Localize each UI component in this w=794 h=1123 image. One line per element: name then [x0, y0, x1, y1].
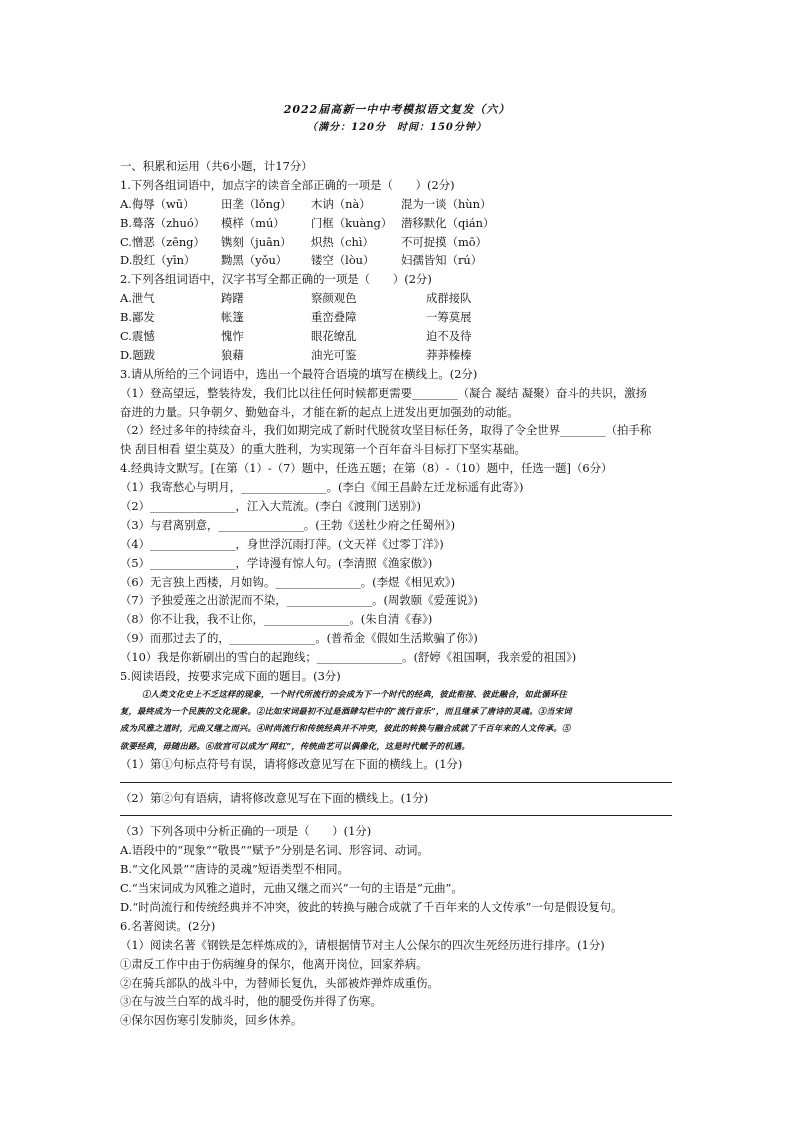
q1-cell: B.蓦落（zhuó） — [120, 215, 206, 230]
q5-passage-line: ①人类文化史上不乏这样的现象，一个时代所流行的会成为下一个时代的经典，彼此衔接、彼此融合，如此循环往 — [142, 688, 567, 699]
q4-line: （8）你不让我，我不让你，_______________。(朱自清《春》) — [120, 612, 433, 627]
q3-line: 奋进的力量。只争朝夕、勤勉奋斗，才能在新的起点上迸发出更加强劲的动能。 — [120, 404, 519, 419]
q2-cell: 眼花缭乱 — [311, 329, 357, 344]
q2-cell: 愧怍 — [221, 329, 244, 344]
q1-cell: D.殷红（yīn） — [120, 253, 196, 268]
q2-cell: 帐篷 — [221, 310, 244, 325]
q4-line: （9）而那过去了的，_______________。(普希金《假如生活欺骗了你》) — [120, 631, 478, 646]
q1-cell: 混为一谈（hùn） — [401, 196, 492, 211]
q6-item: ③在与波兰白军的战斗时，他的腿受伤并得了伤寒。 — [120, 994, 382, 1009]
q2-cell: B.鄙发 — [120, 310, 155, 325]
q5-passage-line: 欲要经典，毋随出路。⑥故宫可以成为“网红”，传统曲艺可以偶像化，这是时代赋予的机遇。 — [120, 740, 470, 751]
q5-option: D.“时尚流行和传统经典并不冲突，彼此的转换与融合成就了千百年来的人文传承”一句是假设复句。 — [120, 900, 623, 915]
q1-cell: 田垄（lǒng） — [221, 196, 292, 211]
q2-option-row — [120, 346, 680, 365]
q4-stem: 4.经典诗文默写。[在第（1）-（7）题中，任选五题；在第（8）-（10）题中，任选一题]（6分） — [120, 461, 613, 476]
q2-option-row — [120, 327, 680, 346]
q1-cell: C.憎恶（zēng） — [120, 234, 205, 249]
q1-cell: 门框（kuàng） — [311, 215, 393, 230]
q5-option: B.“文化风景”“唐诗的灵魂”短语类型不相同。 — [120, 862, 349, 877]
q4-line: （7）予独爱莲之出淤泥而不染，_______________。(周敦颐《爱莲说》) — [120, 593, 478, 608]
q1-option-row — [120, 251, 680, 270]
q1-cell: 妇孺皆知（rú） — [401, 253, 483, 268]
q4-line: （10）我是你新刷出的雪白的起跑线；_______________。(舒婷《祖国啊，我亲爱的祖国》) — [120, 650, 577, 665]
q2-cell: D.题跋 — [120, 347, 156, 362]
q1-cell: 镂空（lòu） — [311, 253, 375, 268]
q2-cell: A.泄气 — [120, 291, 155, 306]
q4-line: （2）_______________，江入大荒流。(李白《渡荆门送别》) — [120, 499, 421, 514]
q2-cell: 踌躇 — [221, 291, 244, 306]
q5-sub3: （3）下列各项中分析正确的一项是（ ）(1分) — [120, 824, 372, 839]
q1-option-row — [120, 233, 680, 252]
q1-cell: 不可捉摸（mō） — [401, 234, 488, 249]
section-heading: 一、积累和运用（共6小题，计17分） — [120, 159, 313, 173]
q4-line: （4）_______________，身世浮沉雨打萍。(文天祥《过零丁洋》) — [120, 536, 444, 551]
q6-item: ②在骑兵部队的战斗中，为替师长复仇，头部被炸弹炸成重伤。 — [120, 975, 439, 990]
q1-option-row — [120, 195, 680, 214]
q3-stem: 3.请从所给的三个词语中，选出一个最符合语境的填写在横线上。(2分) — [120, 366, 478, 381]
exam-subtitle: （满分：120分 时间：150分钟） — [307, 122, 487, 133]
q6-sub1: （1）阅读名著《钢铁是怎样炼成的》，请根据情节对主人公保尔的四次生死经历进行排序。(1分) — [120, 937, 605, 952]
q3-line: （2）经过多年的持续奋斗，我们如期完成了新时代脱贫攻坚目标任务，取得了令全世界________（拍手称 — [120, 423, 652, 438]
q1-cell: A.侮辱（wū） — [120, 196, 195, 211]
q5-passage-line: 成为风雅之道时，元曲又继之而兴。④时尚流行和传统经典并不冲突，彼此的转换与融合成就了千百年来的人文传承。⑤ — [120, 723, 571, 734]
q5-passage-line: 复，最终成为一个民族的文化现象。②比如宋词最初不过是酒肆勾栏中的“流行音乐”，而且继承了唐诗的灵魂。③当宋词 — [120, 706, 572, 717]
q2-cell: 察颜观色 — [311, 291, 357, 306]
q2-option-row — [120, 308, 680, 327]
q2-cell: 成群接队 — [426, 291, 472, 306]
q5-sub2: （2）第②句有语病，请将修改意见写在下面的横线上。(1分) — [120, 790, 429, 805]
q5-stem: 5.阅读语段，按要求完成下面的题目。(3分) — [120, 669, 341, 684]
q6-item: ①肃反工作中由于伤病缠身的保尔，他离开岗位，回家养病。 — [120, 956, 428, 971]
q3-line: 快 刮目相看 望尘莫及）的重大胜利，为实现第一个百年奋斗目标打下坚实基础。 — [120, 442, 526, 457]
q5-option: A.语段中的“现象”“敬畏”“赋予”分别是名词、形容词、动词。 — [120, 843, 429, 858]
q2-cell: 莽莽榛榛 — [426, 347, 472, 362]
q2-stem: 2.下列各组词语中，汉字书写全都正确的一项是（ ）(2分) — [120, 272, 432, 287]
q2-cell: 狼藉 — [221, 347, 244, 362]
q6-stem: 6.名著阅读。(2分) — [120, 918, 216, 933]
answer-line[interactable] — [120, 782, 672, 783]
q1-cell: 镌刻（juān） — [221, 234, 292, 249]
q1-cell: 炽热（chì） — [311, 234, 374, 249]
exam-title: 2022届高新一中中考模拟语文复发（六） — [283, 103, 511, 116]
q5-sub1: （1）第①句标点符号有误，请将修改意见写在下面的横线上。(1分) — [120, 756, 463, 771]
answer-line[interactable] — [120, 815, 672, 816]
q2-option-row — [120, 289, 680, 308]
exam-content — [120, 157, 680, 1030]
q1-cell: 模样（mú） — [221, 215, 285, 230]
q2-cell: 重峦叠障 — [311, 310, 357, 325]
q4-line: （3）与君离别意，_______________。(王勃《送杜少府之任蜀州》) — [120, 517, 456, 532]
q1-cell: 潜移默化（qián） — [401, 215, 495, 230]
q1-cell: 木讷（nà） — [311, 196, 371, 211]
q2-cell: 油光可鉴 — [311, 347, 357, 362]
q2-cell: 一筹莫展 — [426, 310, 472, 325]
q4-line: （5）_______________，学诗漫有惊人句。(李清照《渔家傲》) — [120, 555, 433, 570]
q2-cell: 迫不及待 — [426, 329, 472, 344]
q1-stem: 1.下列各组词语中，加点字的读音全部正确的一项是（ ）(2分) — [120, 177, 455, 192]
q5-option: C.“当宋词成为风雅之道时，元曲又继之而兴”一句的主语是“元曲”。 — [120, 881, 463, 896]
q4-line: （1）我寄愁心与明月，_______________。(李白《闻王昌龄左迁龙标遥有此寄》) — [120, 480, 524, 495]
q6-item: ④保尔因伤寒引发肺炎，回乡休养。 — [120, 1013, 303, 1028]
q1-option-row — [120, 214, 680, 233]
q1-cell: 黝黑（yǒu） — [221, 253, 288, 268]
q2-cell: C.震憾 — [120, 329, 155, 344]
q4-line: （6）无言独上西楼，月如钩。_______________。(李煜《相见欢》) — [120, 574, 456, 589]
q3-line: （1）登高望远，整装待发，我们比以往任何时候都更需要________（凝合 凝结 凝聚）奋斗的共识，激扬 — [120, 385, 648, 400]
